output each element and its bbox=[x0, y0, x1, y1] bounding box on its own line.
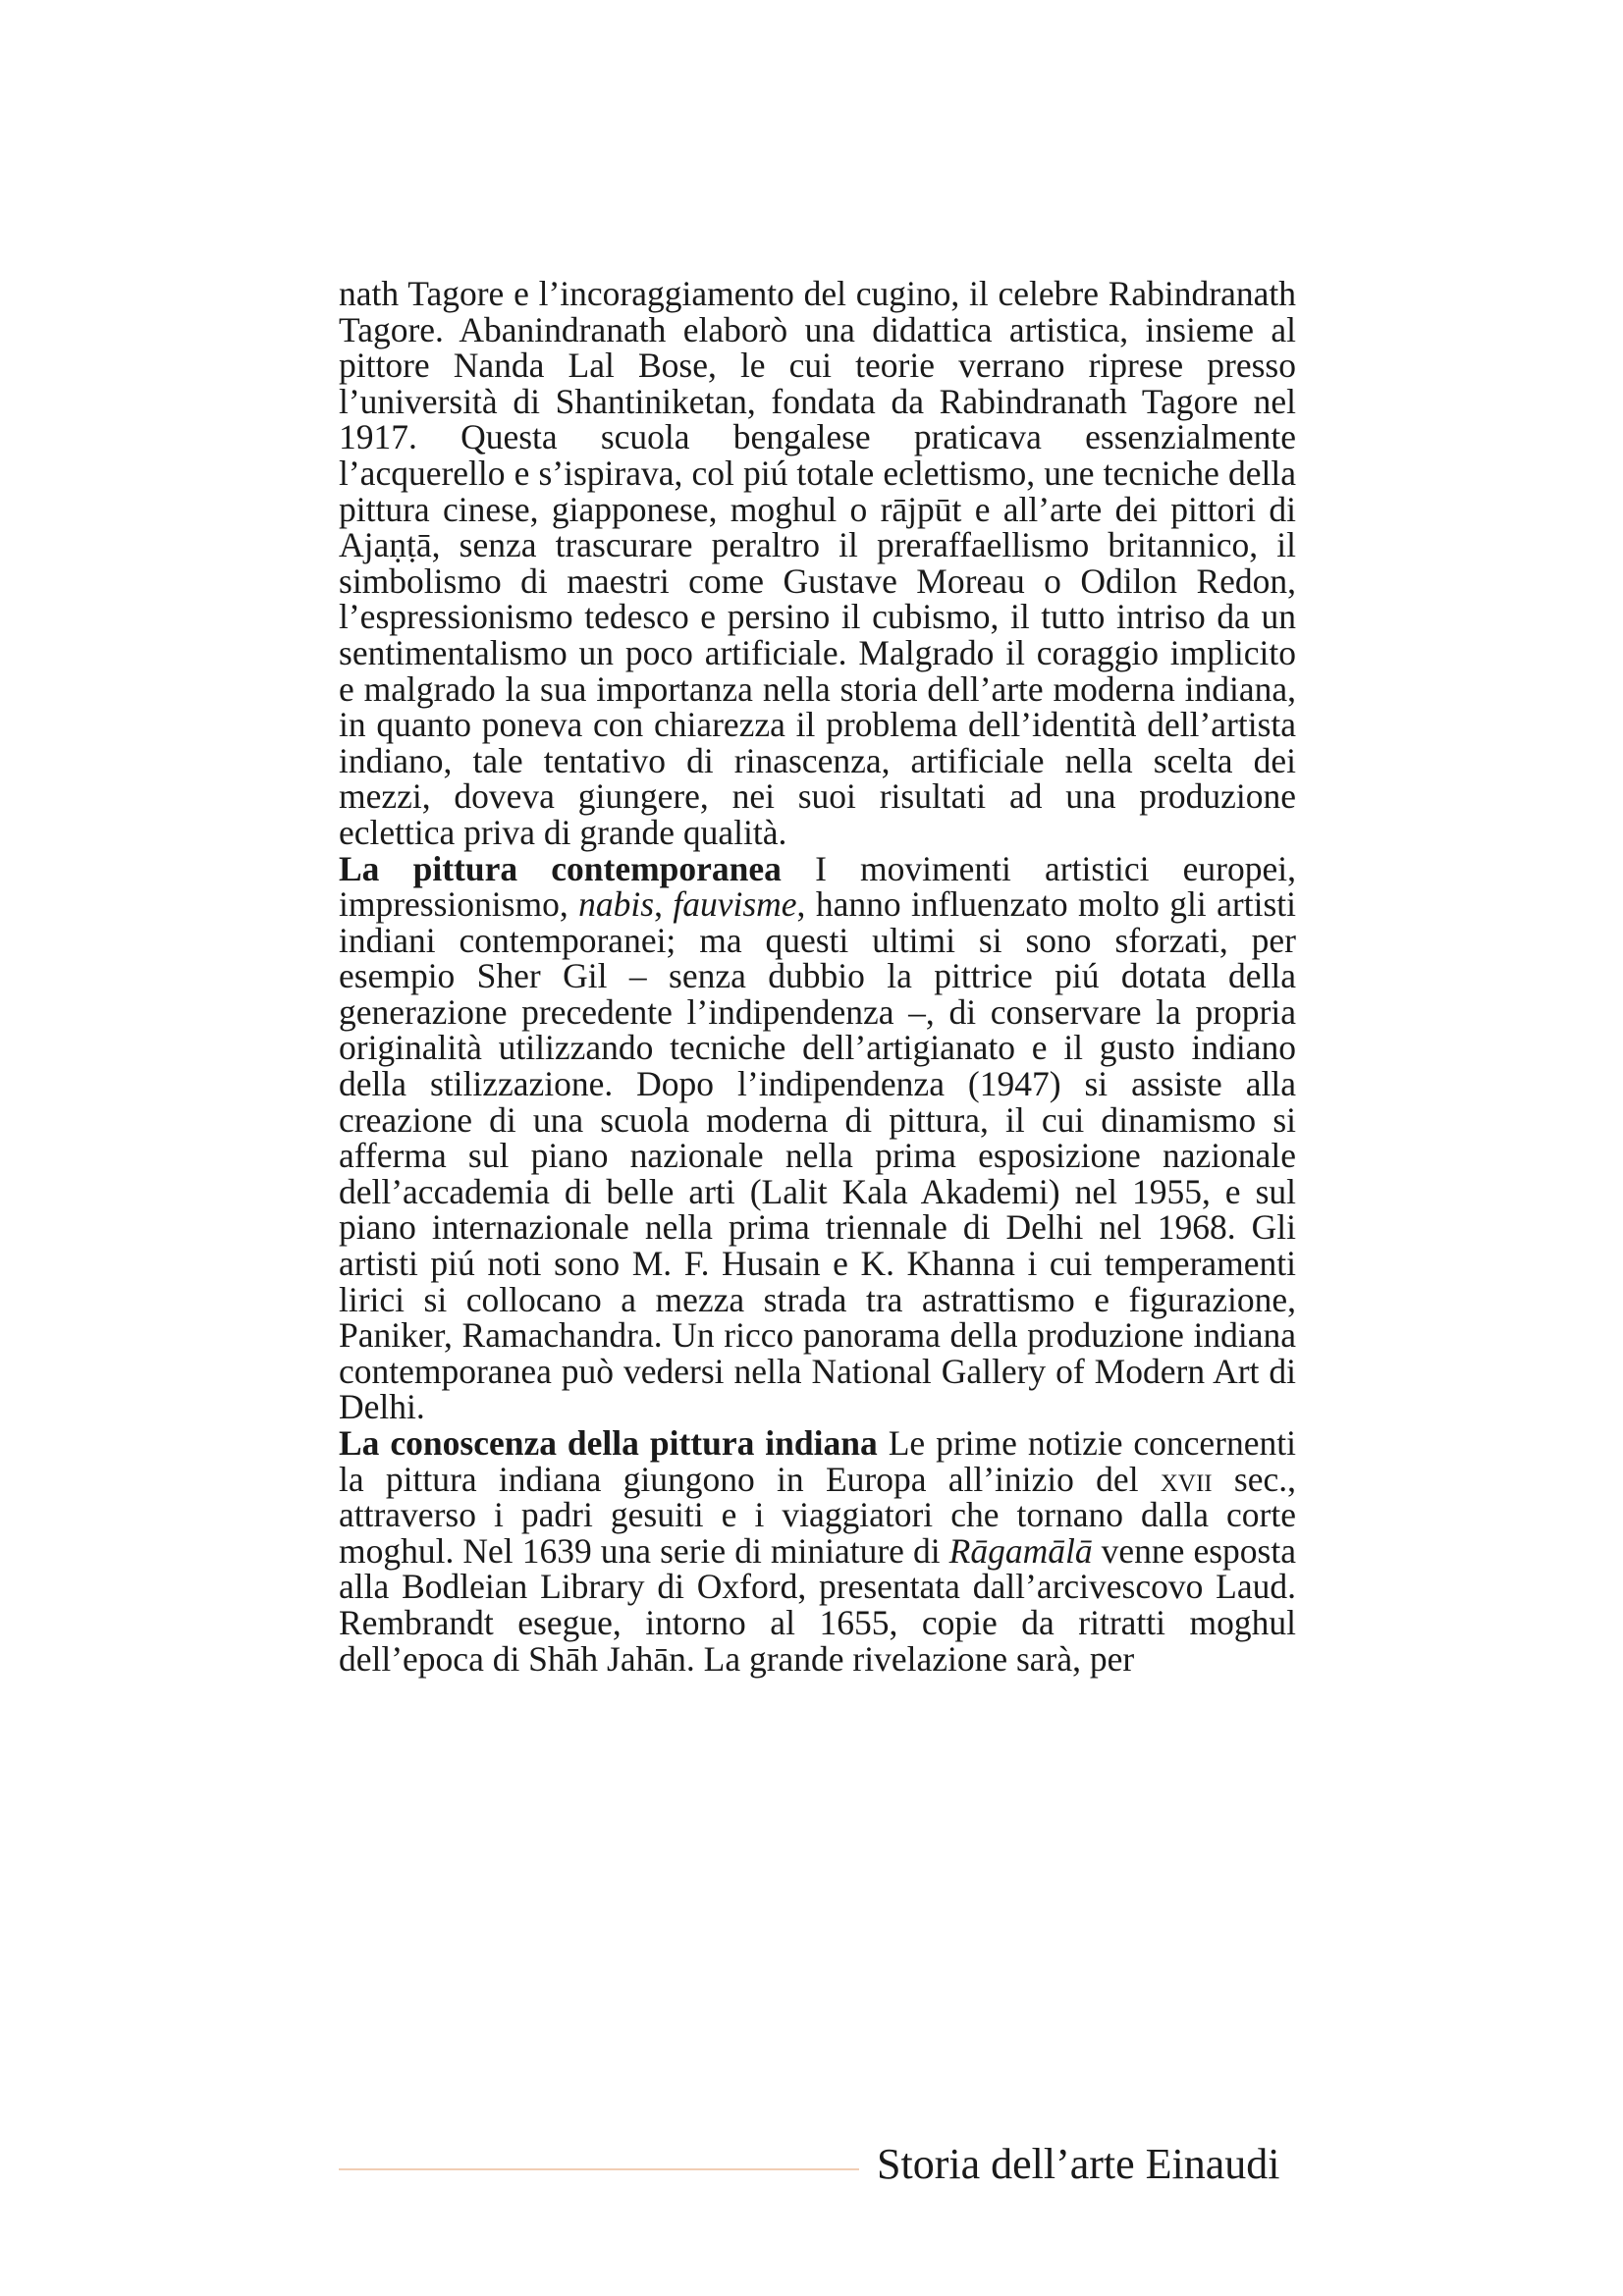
paragraph-text: venne esposta alla Bodleian Library di Oxford, presentata dall’arcivescovo Laud. Rembrandt esegue, intorno al 1655, copie da ritratti moghul dell’epoca di Shāh Jahān. La grande rivelazione sarà, per bbox=[339, 1530, 1296, 1679]
paragraph-text: I movimenti artistici europei, impressionismo, bbox=[339, 848, 1296, 925]
italic-term: nabis bbox=[578, 884, 655, 925]
paragraph-text: , hanno influenzato molto gli artisti indiani contemporanei; ma questi ultimi si sono sforzati, per esempio Sher Gil – senza dubbio la pittrice piú dotata della generazione precedente l’indipendenza –, di conservare la propria originalità utilizzando tecniche dell’artigianato e il gusto indiano della stilizzazione. Dopo l’indipendenza (1947) si assiste alla creazione di una scuola moderna di pittura, il cui dinamismo si afferma sul piano nazionale nella prima esposizione nazionale dell’accademia di belle arti (Lalit Kala Akademi) nel 1955, e sul piano internazionale nella prima triennale di Delhi nel 1968. Gli artisti piú noti sono M. F. Husain e K. Khanna i cui temperamenti lirici si collocano a mezza strada tra astrattismo e figurazione, Paniker, Ramachandra. Un ricco panorama della produzione indiana contemporanea può vedersi nella National Gallery of Modern Art di Delhi. bbox=[339, 884, 1297, 1427]
footer-publication-title: Storia dell’arte Einaudi bbox=[877, 2140, 1280, 2188]
paragraph-bengal-school bbox=[339, 276, 1296, 851]
paragraph-knowledge-of-indian-painting bbox=[339, 1425, 1296, 1677]
body-text bbox=[339, 276, 1296, 1677]
paragraph-text: Le prime notizie concernenti la pittura indiana giungono in Europa all’inizio del bbox=[339, 1423, 1296, 1499]
italic-title: Rāgamālā bbox=[948, 1530, 1093, 1571]
section-heading: La conoscenza della pittura indiana bbox=[339, 1423, 878, 1463]
footer-divider bbox=[339, 2168, 859, 2170]
section-heading: La pittura contemporanea bbox=[339, 848, 782, 888]
separator-text: , bbox=[654, 884, 674, 925]
italic-term: fauvisme bbox=[673, 884, 797, 925]
paragraph-contemporary-painting bbox=[339, 848, 1297, 1427]
paragraph-text: sec., attraverso i padri gesuiti e i viaggiatori che tornano dalla corte moghul. Nel 1639 una serie di miniature di bbox=[339, 1459, 1296, 1571]
paragraph-text: nath Tagore e l’incoraggiamento del cugino, il celebre Rabindranath Tagore. Abanindranath elaborò una didattica artistica, insieme al pittore Nanda Lal Bose, le cui teorie verrano riprese presso l’università di Shantiniketan, fondata da Rabindranath Tagore nel 1917. Questa scuola bengalese praticava essenzialmente l’acquerello e s’ispirava, col piú totale eclettismo, une tecniche della pittura cinese, giapponese, moghul o rājpūt e all’arte dei pittori di Ajaṇṭā, senza trascurare peraltro il preraffaellismo britannico, il simbolismo di maestri come Gustave Moreau o Odilon Redon, l’espressionismo tedesco e persino il cubismo, il tutto intriso da un sentimentalismo un poco artificiale. Malgrado il coraggio implicito e malgrado la sua importanza nella storia dell’arte moderna indiana, in quanto poneva con chiarezza il problema dell’identità dell’artista indiano, tale tentativo di rinascenza, artificiale nella scelta dei mezzi, doveva giungere, nei suoi risultati ad una produzione eclettica priva di grande qualità. bbox=[339, 274, 1296, 852]
century-numeral: xvii bbox=[1160, 1459, 1213, 1499]
